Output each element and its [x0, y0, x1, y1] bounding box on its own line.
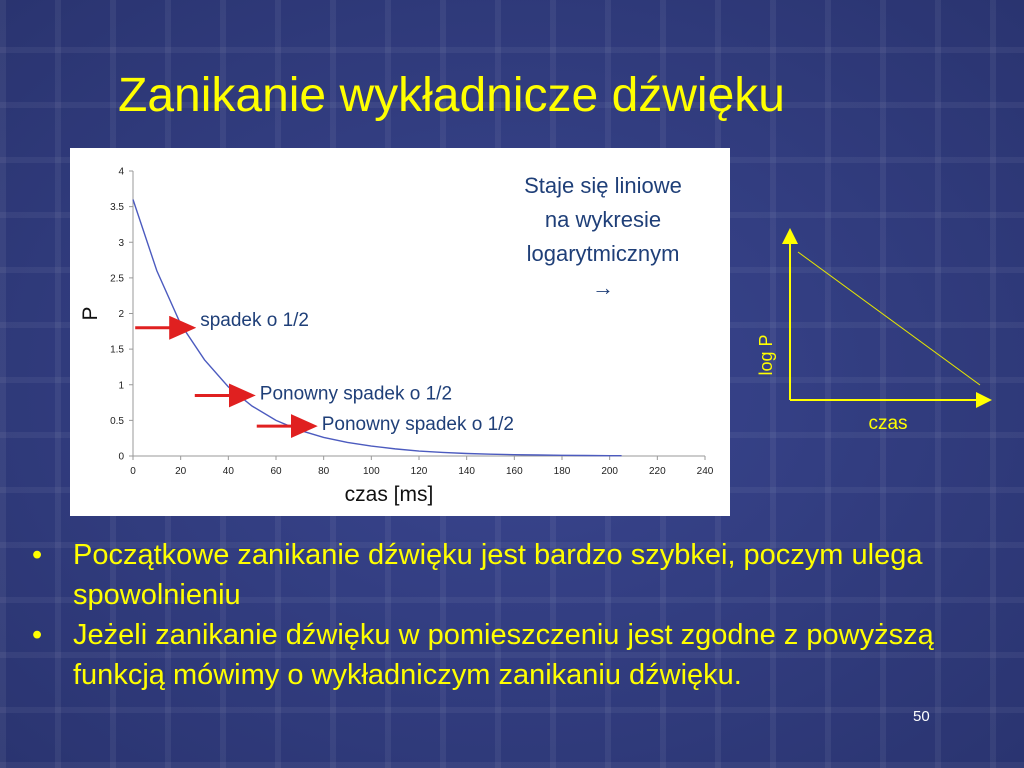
note-line: na wykresie: [544, 207, 662, 232]
annotation-label: Ponowny spadek o 1/2: [259, 383, 453, 405]
x-tick-label: 120: [410, 466, 428, 477]
bullet-item: [28, 535, 1008, 615]
x-tick-label: 180: [553, 466, 571, 477]
y-tick-label: 2: [118, 309, 124, 320]
diagram-x-label: czas: [868, 413, 908, 434]
x-tick-label: 0: [130, 466, 136, 477]
page-number: 50: [913, 708, 930, 725]
note-line: →: [592, 275, 614, 300]
annotation-label: spadek o 1/2: [200, 309, 310, 331]
x-axis-label: czas [ms]: [344, 483, 434, 506]
y-tick-label: 0: [118, 451, 124, 463]
bullet-dot: •: [32, 619, 43, 651]
y-tick-label: 3: [118, 237, 124, 249]
y-tick-label: 4: [118, 166, 124, 178]
bullet-item: [28, 615, 1008, 695]
y-tick-label: 0.5: [110, 415, 124, 427]
diagram-y-label: log P: [756, 334, 776, 376]
annotation-label: Ponowny spadek o 1/2: [321, 414, 514, 436]
y-tick-label: 3.5: [110, 202, 124, 214]
x-tick-label: 60: [270, 466, 282, 477]
x-tick-label: 40: [222, 466, 234, 477]
x-tick-label: 140: [458, 466, 476, 477]
decay-chart: [70, 148, 730, 516]
note-line: logarytmicznym: [526, 241, 680, 266]
y-axis-label: P: [79, 306, 102, 321]
diagram-decay-line: [798, 252, 980, 385]
x-tick-label: 240: [696, 466, 714, 477]
bullet-list: [28, 535, 1008, 695]
log-diagram: [745, 225, 1005, 445]
log-chart: [745, 225, 1005, 445]
decay-chart-panel: [70, 148, 730, 516]
y-tick-label: 1: [118, 380, 124, 392]
x-tick-label: 80: [318, 466, 330, 477]
y-tick-label: 2.5: [110, 273, 124, 285]
x-tick-label: 100: [362, 466, 380, 477]
bullet-dot: •: [32, 539, 43, 571]
x-tick-label: 220: [648, 466, 666, 477]
slide-title: Zanikanie wykładnicze dźwięku: [118, 69, 785, 122]
x-tick-label: 200: [601, 466, 619, 477]
x-tick-label: 160: [505, 466, 523, 477]
x-tick-label: 20: [175, 466, 187, 477]
note-line: Staje się liniowe: [524, 173, 682, 198]
bullet-text: Jeżeli zanikanie dźwięku w pomieszczeniu jest zgodne z powyższą funkcją mówimy o wykładniczym zanikaniu dźwięku.: [73, 619, 934, 691]
bullet-text: Początkowe zanikanie dźwięku jest bardzo szybkei, poczym ulega spowolnieniu: [73, 539, 923, 611]
y-tick-label: 1.5: [110, 344, 124, 356]
